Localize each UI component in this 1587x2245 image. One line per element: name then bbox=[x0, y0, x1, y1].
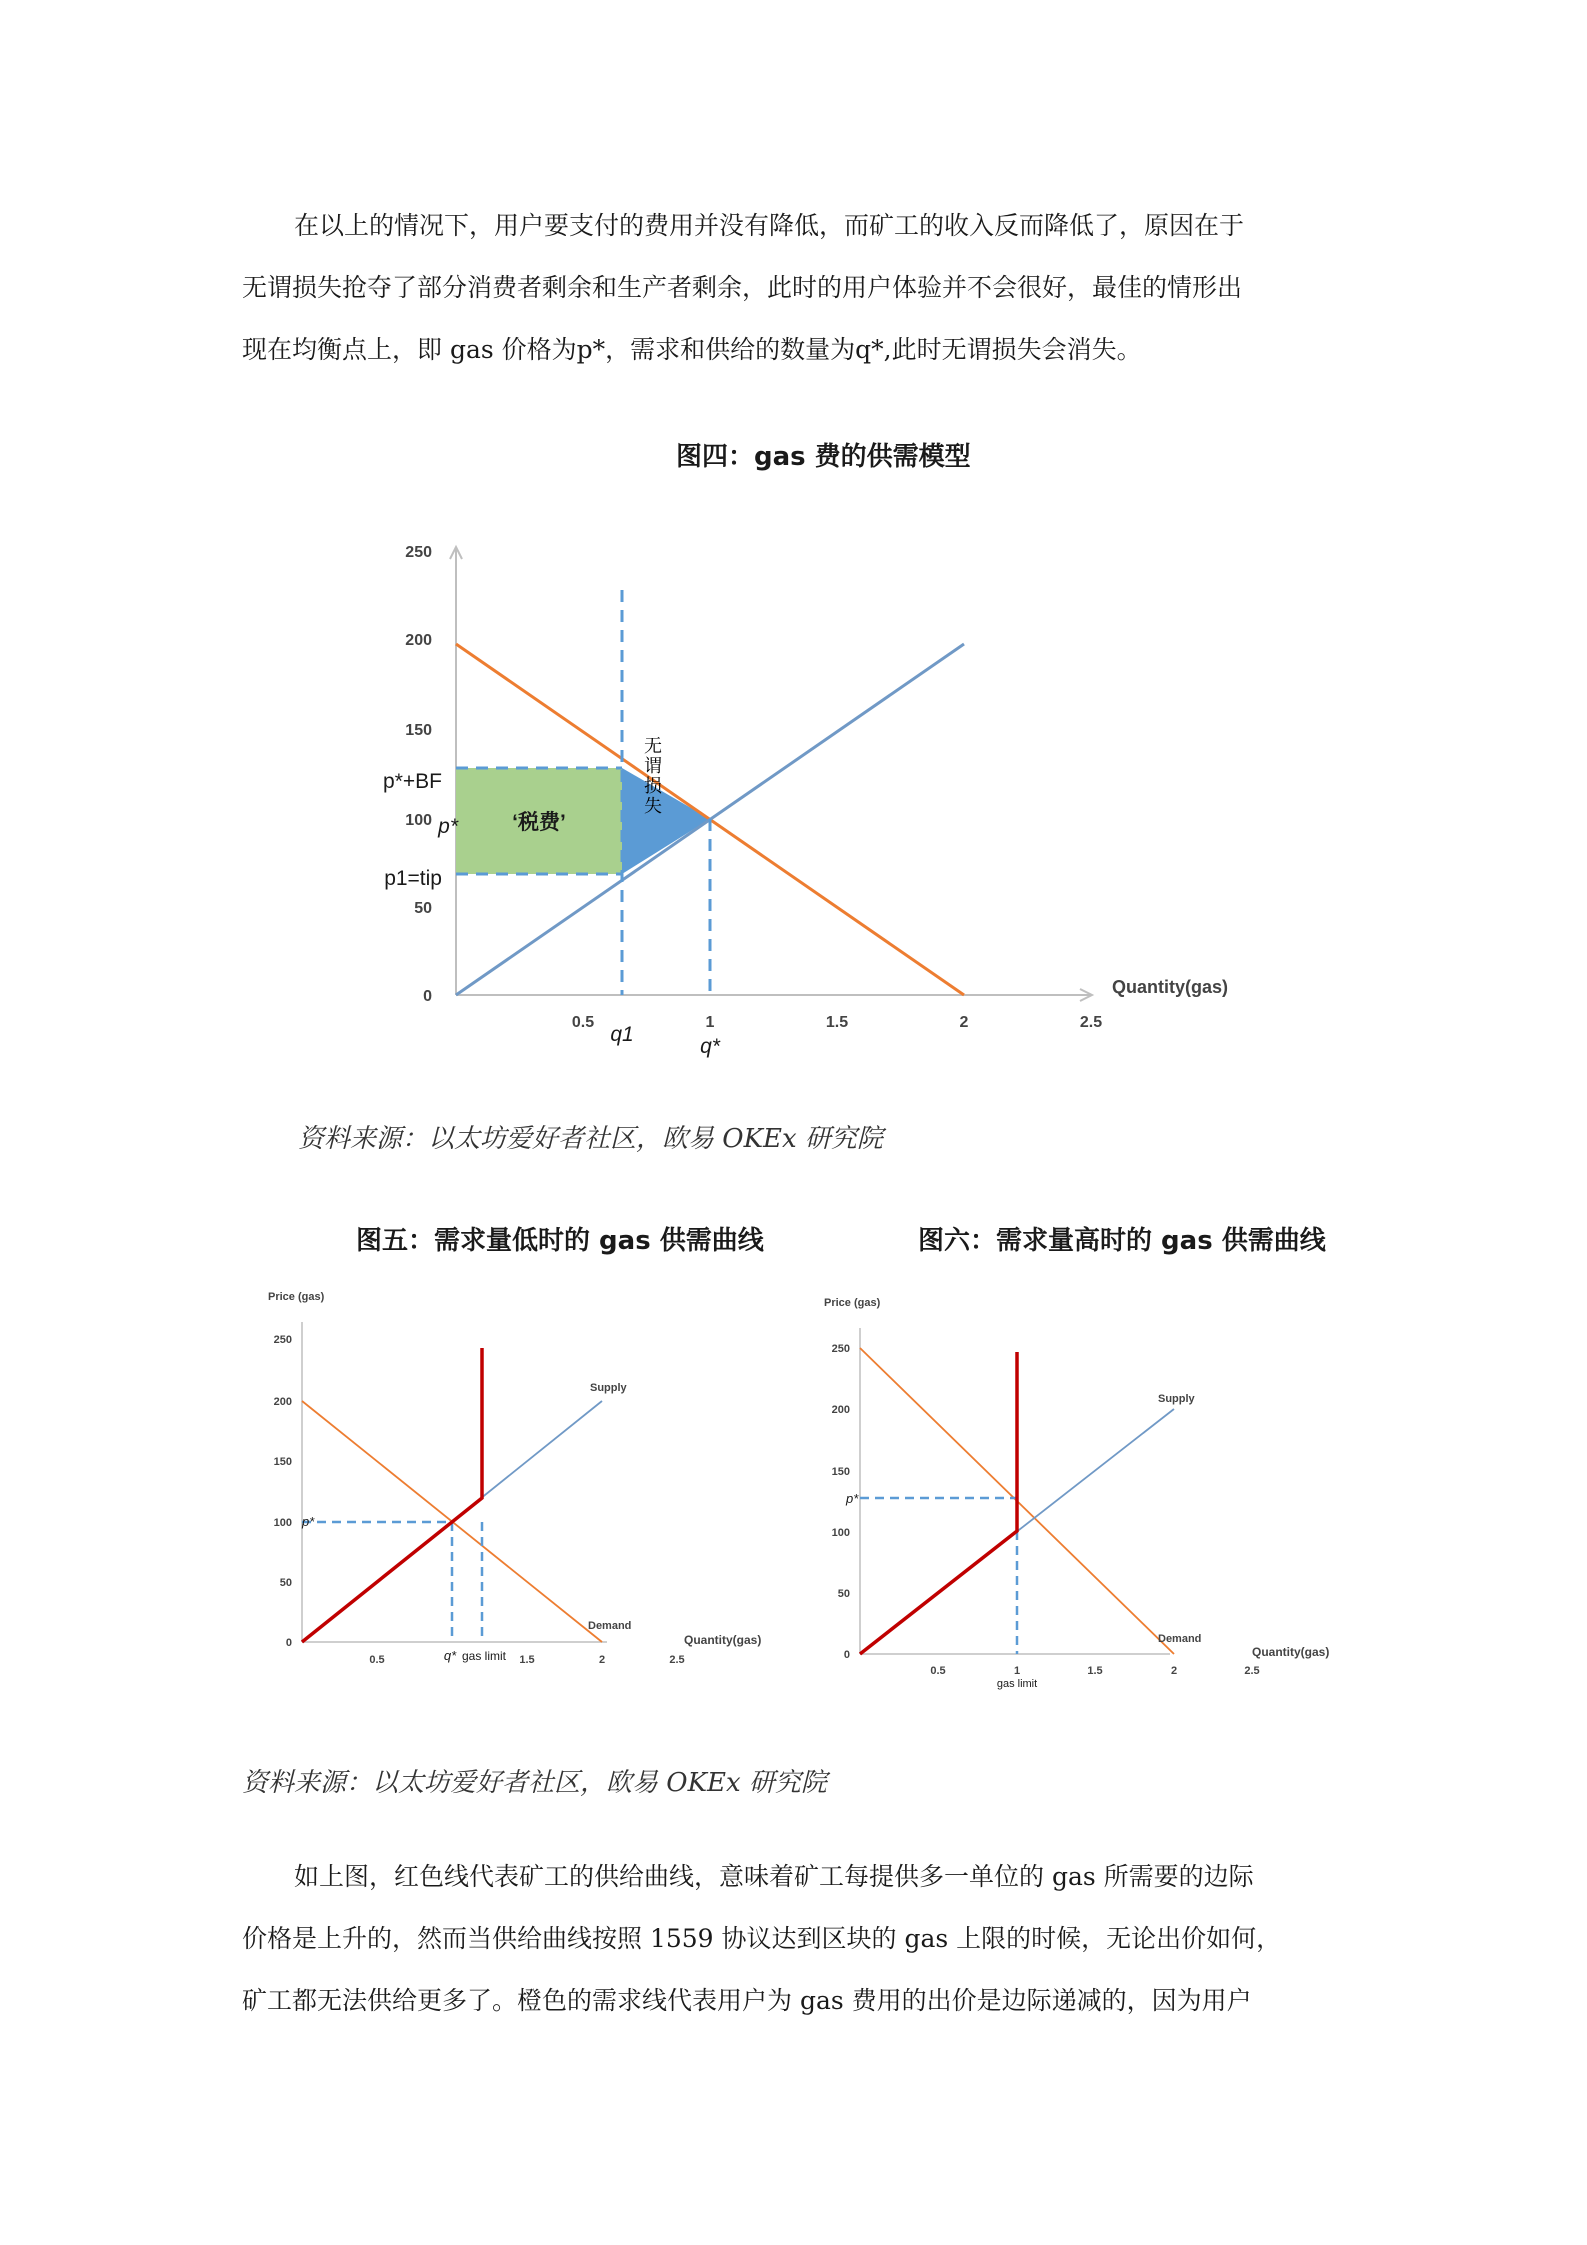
fig6-ytick: 0 bbox=[843, 1649, 850, 1661]
fig5-ytick: 100 bbox=[273, 1517, 292, 1529]
fig6-ytick: 50 bbox=[837, 1588, 850, 1600]
fig4-q1-label: q1 bbox=[610, 1023, 634, 1046]
paragraph-1-line-1: 在以上的情况下，用户要支付的费用并没有降低，而矿工的收入反而降低了，原因在于 bbox=[294, 211, 1245, 240]
fig4-xtick: 1 bbox=[705, 1014, 715, 1031]
paragraph-1-line-2: 无谓损失抢夺了部分消费者剩余和生产者剩余，此时的用户体验并不会很好，最佳的情形出 bbox=[242, 273, 1243, 302]
fig5-y-axis-label: Price (gas) bbox=[268, 1291, 325, 1303]
fig5-ytick: 0 bbox=[285, 1637, 292, 1649]
fig5-qstar-label: q* bbox=[443, 1648, 457, 1663]
fig6-ytick: 250 bbox=[831, 1343, 850, 1355]
paragraph-1-line-3: 现在均衡点上，即 gas 价格为p*，需求和供给的数量为q*,此时无谓损失会消失。 bbox=[242, 335, 1142, 364]
fig4-p1-label: p1=tip bbox=[384, 867, 442, 890]
fig4-pbf-label: p*+BF bbox=[383, 770, 442, 793]
figure-4-chart bbox=[370, 535, 1250, 1065]
fig6-pstar-label: p* bbox=[846, 1491, 859, 1506]
fig5-ytick: 250 bbox=[273, 1334, 292, 1346]
fig4-deadweight-triangle bbox=[622, 768, 710, 874]
fig4-ytick: 250 bbox=[405, 544, 432, 561]
fig6-x-axis-label: Quantity(gas) bbox=[1252, 1645, 1330, 1659]
fig5-miner-supply-line bbox=[302, 1348, 482, 1642]
fig6-gas-limit-label: gas limit bbox=[996, 1678, 1038, 1690]
fig4-ytick: 100 bbox=[405, 812, 432, 829]
fig4-deadweight-label: 无谓损失 bbox=[642, 736, 662, 816]
fig5-xtick: 2.5 bbox=[669, 1654, 685, 1666]
fig5-xtick: 1.5 bbox=[519, 1654, 535, 1666]
fig6-xtick: 0.5 bbox=[930, 1665, 946, 1677]
fig4-xtick: 1.5 bbox=[825, 1014, 849, 1031]
figure-5-chart bbox=[262, 1282, 772, 1692]
fig6-y-axis-label: Price (gas) bbox=[824, 1297, 881, 1309]
fig6-xtick: 2.5 bbox=[1244, 1665, 1260, 1677]
fig6-miner-supply-line bbox=[860, 1352, 1017, 1654]
fig4-xtick: 0.5 bbox=[571, 1014, 595, 1031]
source-note-2: 资料来源：以太坊爱好者社区，欧易 OKEx 研究院 bbox=[242, 1768, 827, 1798]
fig6-xtick: 2 bbox=[1170, 1665, 1178, 1677]
paragraph-2-line-1: 如上图，红色线代表矿工的供给曲线，意味着矿工每提供多一单位的 gas 所需要的边际 bbox=[294, 1862, 1254, 1891]
fig4-tax-label: ‘税费’ bbox=[512, 811, 566, 834]
figure-5-title: 图五：需求量低时的 gas 供需曲线 bbox=[356, 1226, 764, 1256]
paragraph-2-line-3: 矿工都无法供给更多了。橙色的需求线代表用户为 gas 费用的出价是边际递减的，因为用户 bbox=[242, 1986, 1252, 2015]
fig5-supply-label: Supply bbox=[590, 1382, 627, 1394]
paragraph-2-line-2: 价格是上升的，然而当供给曲线按照 1559 协议达到区块的 gas 上限的时候，无论出价如何， bbox=[242, 1924, 1282, 1953]
fig5-xtick: 0.5 bbox=[369, 1654, 385, 1666]
fig4-x-axis-label: Quantity(gas) bbox=[1112, 977, 1229, 997]
fig4-xtick: 2.5 bbox=[1079, 1014, 1103, 1031]
paragraph-1 bbox=[242, 195, 1354, 381]
fig4-xtick: 2 bbox=[959, 1014, 969, 1031]
fig5-gas-limit-label: gas limit bbox=[461, 1649, 507, 1663]
fig6-ytick: 200 bbox=[831, 1404, 850, 1416]
figure-6-chart bbox=[820, 1282, 1340, 1692]
fig4-pstar-label: p* bbox=[438, 815, 458, 838]
fig5-demand-label: Demand bbox=[588, 1620, 632, 1632]
fig6-xtick: 1.5 bbox=[1087, 1665, 1103, 1677]
fig4-ytick: 150 bbox=[405, 722, 432, 739]
fig6-demand-label: Demand bbox=[1158, 1633, 1202, 1645]
source-note-1: 资料来源：以太坊爱好者社区，欧易 OKEx 研究院 bbox=[298, 1124, 883, 1154]
fig5-ytick: 200 bbox=[273, 1396, 292, 1408]
figure-6-title: 图六：需求量高时的 gas 供需曲线 bbox=[918, 1226, 1326, 1256]
figure-4-title: 图四：gas 费的供需模型 bbox=[676, 442, 971, 472]
fig5-ytick: 50 bbox=[279, 1577, 292, 1589]
fig5-x-axis-label: Quantity(gas) bbox=[684, 1633, 762, 1647]
fig6-supply-label: Supply bbox=[1158, 1393, 1195, 1405]
fig4-ytick: 0 bbox=[423, 988, 432, 1005]
fig4-ytick: 50 bbox=[414, 900, 432, 917]
fig4-ytick: 200 bbox=[405, 632, 432, 649]
fig6-xtick: 1 bbox=[1013, 1665, 1021, 1677]
fig6-ytick: 100 bbox=[831, 1527, 850, 1539]
fig5-xtick: 2 bbox=[598, 1654, 606, 1666]
paragraph-2 bbox=[242, 1846, 1354, 2032]
fig5-ytick: 150 bbox=[273, 1456, 292, 1468]
fig5-pstar-label: p* bbox=[302, 1514, 315, 1529]
fig4-qstar-label: q* bbox=[700, 1035, 720, 1058]
fig6-ytick: 150 bbox=[831, 1466, 850, 1478]
